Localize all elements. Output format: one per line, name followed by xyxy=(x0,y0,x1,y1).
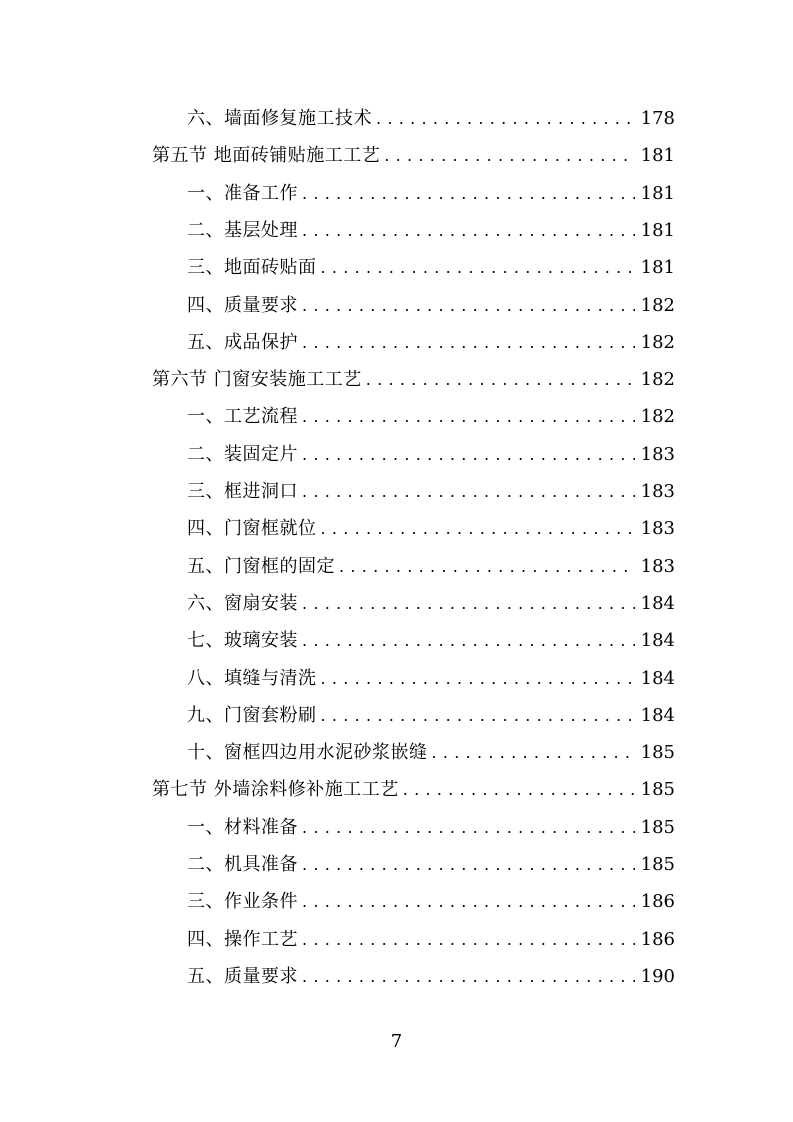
toc-dot-leader xyxy=(321,249,635,286)
toc-entry-title: 五、成品保护 xyxy=(187,331,298,353)
toc-entry-page: 185 xyxy=(640,779,675,801)
toc-entry xyxy=(187,100,675,137)
toc-dot-leader xyxy=(302,287,635,324)
toc-entry-page: 184 xyxy=(640,667,675,689)
toc-dot-leader xyxy=(321,660,635,697)
toc-entry-title: 三、地面砖贴面 xyxy=(187,257,317,279)
toc-dot-leader xyxy=(302,883,635,920)
toc-entry xyxy=(187,958,675,995)
toc-entry-page: 181 xyxy=(640,145,675,167)
toc-entry xyxy=(152,771,675,808)
toc-entry-page: 182 xyxy=(640,294,675,316)
toc-dot-leader xyxy=(376,100,635,137)
toc-entry-title: 七、玻璃安装 xyxy=(187,630,298,652)
toc-entry xyxy=(187,436,675,473)
toc-entry xyxy=(187,809,675,846)
toc-entry-title: 五、门窗框的固定 xyxy=(187,555,335,577)
toc-entry-title: 第五节 地面砖铺贴施工工艺 xyxy=(152,145,381,167)
toc-entry-page: 183 xyxy=(640,555,675,577)
toc-entry xyxy=(152,137,675,174)
toc-entry xyxy=(187,697,675,734)
toc-entry xyxy=(187,175,675,212)
toc-entry-title: 四、门窗框就位 xyxy=(187,518,317,540)
toc-entry xyxy=(187,846,675,883)
toc-dot-leader xyxy=(432,734,635,771)
toc-entry-page: 181 xyxy=(640,257,675,279)
toc-dot-leader xyxy=(302,436,635,473)
toc-dot-leader xyxy=(302,473,635,510)
toc-entry xyxy=(187,473,675,510)
toc-dot-leader xyxy=(302,809,635,846)
toc-dot-leader xyxy=(302,175,635,212)
toc-entry-page: 183 xyxy=(640,443,675,465)
toc-dot-leader xyxy=(302,958,635,995)
toc-dot-leader xyxy=(339,548,635,585)
toc-entry xyxy=(152,361,675,398)
toc-entry-page: 185 xyxy=(640,854,675,875)
toc-entry xyxy=(187,510,675,547)
toc-entry-title: 一、工艺流程 xyxy=(187,406,298,428)
toc-entry-title: 二、机具准备 xyxy=(187,854,298,875)
toc-dot-leader xyxy=(302,324,635,361)
toc-entry xyxy=(187,212,675,249)
toc-entry-page: 186 xyxy=(640,928,675,950)
toc-entry-title: 一、材料准备 xyxy=(187,816,298,838)
toc-entry xyxy=(187,249,675,286)
page-number: 7 xyxy=(390,1031,403,1052)
toc-dot-leader xyxy=(366,361,635,398)
toc-entry-page: 181 xyxy=(640,219,675,241)
toc-entry-title: 六、窗扇安装 xyxy=(187,592,298,614)
toc-entry-title: 第七节 外墙涂料修补施工工艺 xyxy=(152,779,399,801)
toc-entry xyxy=(187,660,675,697)
toc-dot-leader xyxy=(302,212,635,249)
toc-entry-title: 四、质量要求 xyxy=(187,294,298,316)
toc-dot-leader xyxy=(302,846,635,883)
toc-entry xyxy=(187,398,675,435)
toc-entry xyxy=(187,921,675,958)
toc-entry-title: 三、框进洞口 xyxy=(187,481,298,502)
toc-entry-title: 八、填缝与清洗 xyxy=(187,667,317,689)
toc-entry-title: 五、质量要求 xyxy=(187,965,298,987)
toc-entry-page: 182 xyxy=(640,406,675,428)
toc-entry xyxy=(187,883,675,920)
toc-entry-page: 186 xyxy=(640,891,675,913)
toc-dot-leader xyxy=(321,510,635,547)
toc-entry-page: 184 xyxy=(640,630,675,652)
toc-entry-page: 183 xyxy=(640,481,675,502)
toc-dot-leader xyxy=(403,771,635,808)
toc-entry-page: 181 xyxy=(640,182,675,204)
toc-entry xyxy=(187,548,675,585)
toc-entry xyxy=(187,324,675,361)
toc-entry-title: 六、墙面修复施工技术 xyxy=(187,108,372,129)
toc-entry-page: 185 xyxy=(640,742,675,764)
toc-entry-title: 十、窗框四边用水泥砂浆嵌缝 xyxy=(187,742,428,764)
toc-entry-title: 三、作业条件 xyxy=(187,891,298,913)
toc-dot-leader xyxy=(302,921,635,958)
toc-entry-page: 184 xyxy=(640,704,675,726)
toc-dot-leader xyxy=(321,697,635,734)
toc-dot-leader xyxy=(302,585,635,622)
toc-dot-leader xyxy=(302,398,635,435)
toc-entry xyxy=(187,622,675,659)
toc-entry-page: 190 xyxy=(640,965,675,987)
toc-dot-leader xyxy=(384,137,634,174)
toc-dot-leader xyxy=(302,622,635,659)
toc-entry-title: 九、门窗套粉刷 xyxy=(187,704,317,726)
toc-entry-page: 185 xyxy=(640,816,675,838)
toc-entry-title: 第六节 门窗安装施工工艺 xyxy=(152,369,362,391)
toc-entry-page: 178 xyxy=(640,108,675,129)
toc-entry-title: 四、操作工艺 xyxy=(187,928,298,950)
toc-entry xyxy=(187,287,675,324)
toc-entry-title: 二、基层处理 xyxy=(187,219,298,241)
toc-entry-page: 184 xyxy=(640,592,675,614)
toc-entry-title: 一、准备工作 xyxy=(187,182,298,204)
toc-entry-page: 182 xyxy=(640,331,675,353)
toc-entry xyxy=(187,734,675,771)
toc-entry-title: 二、装固定片 xyxy=(187,443,298,465)
toc-entry-page: 183 xyxy=(640,518,675,540)
toc-entry xyxy=(187,585,675,622)
toc-entry-page: 182 xyxy=(640,369,675,391)
